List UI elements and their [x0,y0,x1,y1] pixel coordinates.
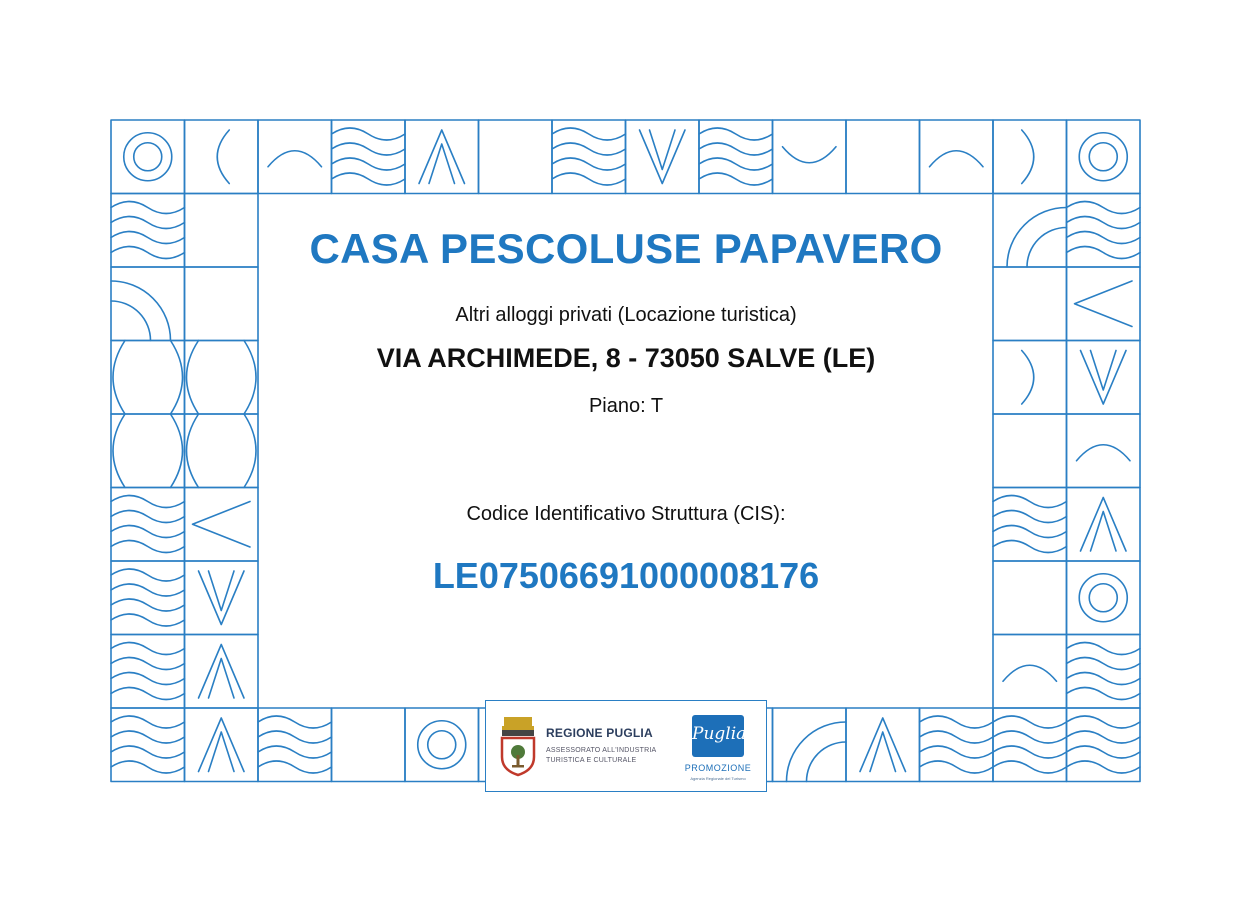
property-title: CASA PESCOLUSE PAPAVERO [309,225,943,272]
cis-code: LE07506691000008176 [432,555,820,596]
property-address: VIA ARCHIMEDE, 8 - 73050 SALVE (LE) [376,343,876,373]
agenzia-label: Agenzia Regionale del Turismo [690,776,746,781]
regione-puglia-crest-icon [498,715,538,777]
puglia-promozione-logo [692,715,747,757]
accommodation-category: Altri alloggi privati (Locazione turistica) [455,304,797,326]
floor-label: Piano: T [588,395,664,417]
assessorato-line-2: TURISTICA E CULTURALE [546,757,637,764]
assessorato-line-1: ASSESSORATO ALL'INDUSTRIA [546,747,657,754]
promozione-label: PROMOZIONE [684,763,752,773]
cis-label: Codice Identificativo Struttura (CIS): [466,503,786,525]
puglia-wordmark: Puglia [692,724,747,744]
regione-puglia-name: REGIONE PUGLIA [546,726,653,740]
sponsor-logos [485,700,767,792]
certificate-content [260,195,992,705]
